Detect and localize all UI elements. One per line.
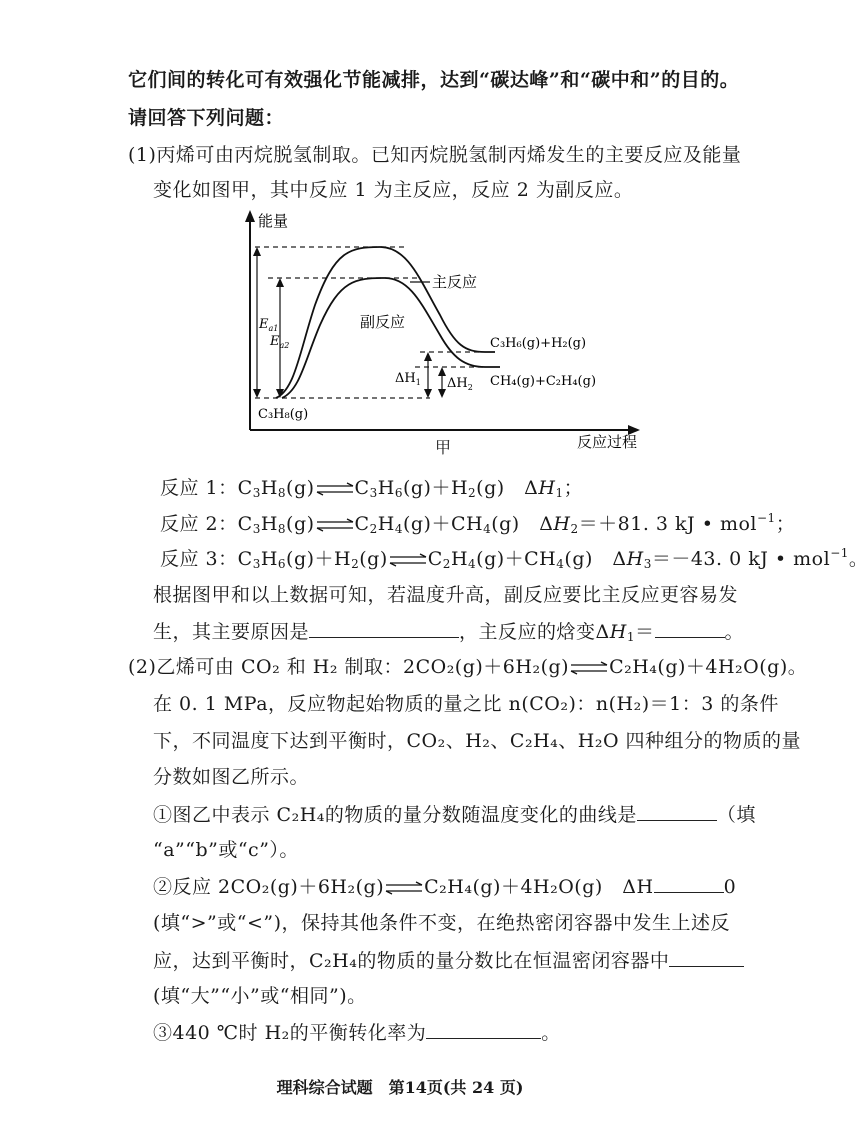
- q1-line7a: 生，其主要原因是: [153, 621, 310, 643]
- answer-blank-dh1[interactable]: [655, 617, 725, 638]
- reaction-2-value: ＝＋81. 3 kJ • mol: [578, 513, 757, 535]
- q2-line3: 下，不同温度下达到平衡时，CO₂、H₂、C₂H₄、H₂O 四种组分的物质的量: [153, 730, 802, 752]
- dh1-label: $\Delta H_1$: [395, 371, 421, 387]
- q2-sub2-zero: 0: [723, 876, 737, 898]
- equilibrium-arrow: [315, 519, 355, 531]
- ea2-label: $E_{a2}$: [270, 334, 290, 350]
- dh1-arrow-bottom: [424, 389, 432, 398]
- q1-line2: 变化如图甲，其中反应 1 为主反应，反应 2 为副反应。: [153, 179, 634, 201]
- start-species-label: C₃H₈(g): [258, 407, 309, 422]
- q2-sub1c: “a”“b”或“c”）。: [153, 839, 299, 861]
- ea2-arrow-top: [276, 278, 284, 287]
- q2-line1-text: (2)乙烯可由 CO₂ 和 H₂ 制取：2CO₂(g)＋6H₂(g): [128, 656, 570, 678]
- equilibrium-arrow: [569, 662, 609, 674]
- answer-blank-dh-sign[interactable]: [654, 872, 724, 893]
- q2-sub3-text: ③440 ℃时 H₂的平衡转化率为: [153, 1022, 427, 1044]
- y-axis-arrow: [245, 210, 255, 222]
- main-reaction-label: 主反应: [432, 273, 478, 291]
- prompt: 请回答下列问题：: [128, 107, 285, 129]
- q2-line1-tail: C₂H₄(g)＋4H₂O(g)。: [609, 656, 808, 678]
- x-axis-label: 反应过程: [577, 433, 638, 451]
- dh1-arrow-top: [424, 352, 432, 361]
- ea1-arrow-bottom: [253, 389, 261, 398]
- energy-diagram: [240, 210, 640, 455]
- dh2-arrow-bottom: [438, 389, 446, 398]
- q2-line2: 在 0. 1 MPa，反应物起始物质的量之比 n(CO₂)：n(H₂)＝1：3 的条件: [153, 693, 779, 715]
- q2-line1: [128, 653, 807, 681]
- q2-sub2e: (填“大”“小”或“相同”)。: [153, 985, 367, 1007]
- q2-sub1b: （填: [716, 804, 756, 826]
- reaction-1-label: 反应 1：: [160, 477, 238, 499]
- reaction-2-label: 反应 2：: [160, 513, 238, 535]
- q2-sub2a: ②反应 2CO₂(g)＋6H₂(g): [153, 876, 385, 898]
- q2-sub2c: (填“>”或“<”)，保持其他条件不变，在绝热密闭容器中发生上述反: [153, 912, 731, 934]
- q2-sub3: [153, 1018, 561, 1047]
- dh2-label: $\Delta H_2$: [447, 376, 473, 392]
- intro-tail: 它们间的转化可有效强化节能减排，达到“碳达峰”和“碳中和”的目的。: [128, 69, 740, 91]
- q2-sub2d-line: [153, 946, 744, 975]
- equilibrium-arrow: [315, 483, 355, 495]
- side-reaction-label: 副反应: [360, 313, 406, 331]
- equilibrium-arrow: [388, 554, 428, 566]
- product-main-label: C₃H₆(g)+H₂(g): [490, 336, 587, 351]
- equilibrium-arrow: [384, 882, 424, 894]
- reaction-3-label: 反应 3：: [160, 548, 238, 570]
- reaction-3: 反应 3：$C_3H_6(g)+H_2(g)$ $C_2H_4(g)+CH_4(g)$ $\Delta H_3=-43$. 0 kJ • mol$^{-1}$。: [160, 546, 868, 571]
- q2-sub2d: 应，达到平衡时，C₂H₄的物质的量分数比在恒温密闭容器中: [153, 950, 670, 972]
- q2-sub3-end: 。: [541, 1022, 561, 1044]
- q2-sub1a: ①图乙中表示 C₂H₄的物质的量分数随温度变化的曲线是: [153, 804, 637, 826]
- q1-line7b: ，主反应的焓变: [459, 621, 596, 643]
- ea1-arrow-top: [253, 247, 261, 256]
- answer-blank-conversion[interactable]: [426, 1018, 541, 1039]
- y-axis-label: 能量: [258, 212, 289, 230]
- dh2-arrow-top: [438, 367, 446, 376]
- q1-line6: 根据图甲和以上数据可知，若温度升高，副反应要比主反应更容易发: [153, 584, 739, 606]
- q2-line4: 分数如图乙所示。: [153, 766, 310, 788]
- reaction-1: 反应 1：$C_3H_8(g)$ $C_3H_6(g)+H_2(g)$ $\Delta H_1$；: [160, 477, 584, 500]
- ea1-label: $E_{a1}$: [259, 317, 279, 333]
- q2-sub2b: C₂H₄(g)＋4H₂O(g) ΔH: [424, 876, 654, 898]
- q1-line7: 生，其主要原因是 ，主反应的焓变$\Delta H_1=$ 。: [153, 617, 744, 646]
- figure-caption: 甲: [435, 438, 452, 457]
- answer-blank-fraction-compare[interactable]: [669, 946, 744, 967]
- q1-line7c: ＝: [634, 621, 655, 643]
- reaction-3-value: ＝－43. 0 kJ • mol: [651, 548, 831, 570]
- q1-line1: (1)丙烯可由丙烷脱氢制取。已知丙烷脱氢制丙烯发生的主要反应及能量: [128, 144, 742, 166]
- answer-blank-curve[interactable]: [637, 800, 717, 821]
- q2-sub1: [153, 800, 756, 829]
- page-footer: 理科综合试题 第14页(共 24 页): [276, 1078, 524, 1097]
- product-side-label: CH₄(g)+C₂H₄(g): [490, 374, 597, 389]
- answer-blank-reason[interactable]: [309, 617, 459, 638]
- q2-sub2: [153, 872, 736, 901]
- reaction-2: 反应 2：$C_3H_8(g)$ $C_2H_4(g)+CH_4(g)$ $\Delta H_2=+81$. 3 kJ • mol$^{-1}$；: [160, 511, 796, 536]
